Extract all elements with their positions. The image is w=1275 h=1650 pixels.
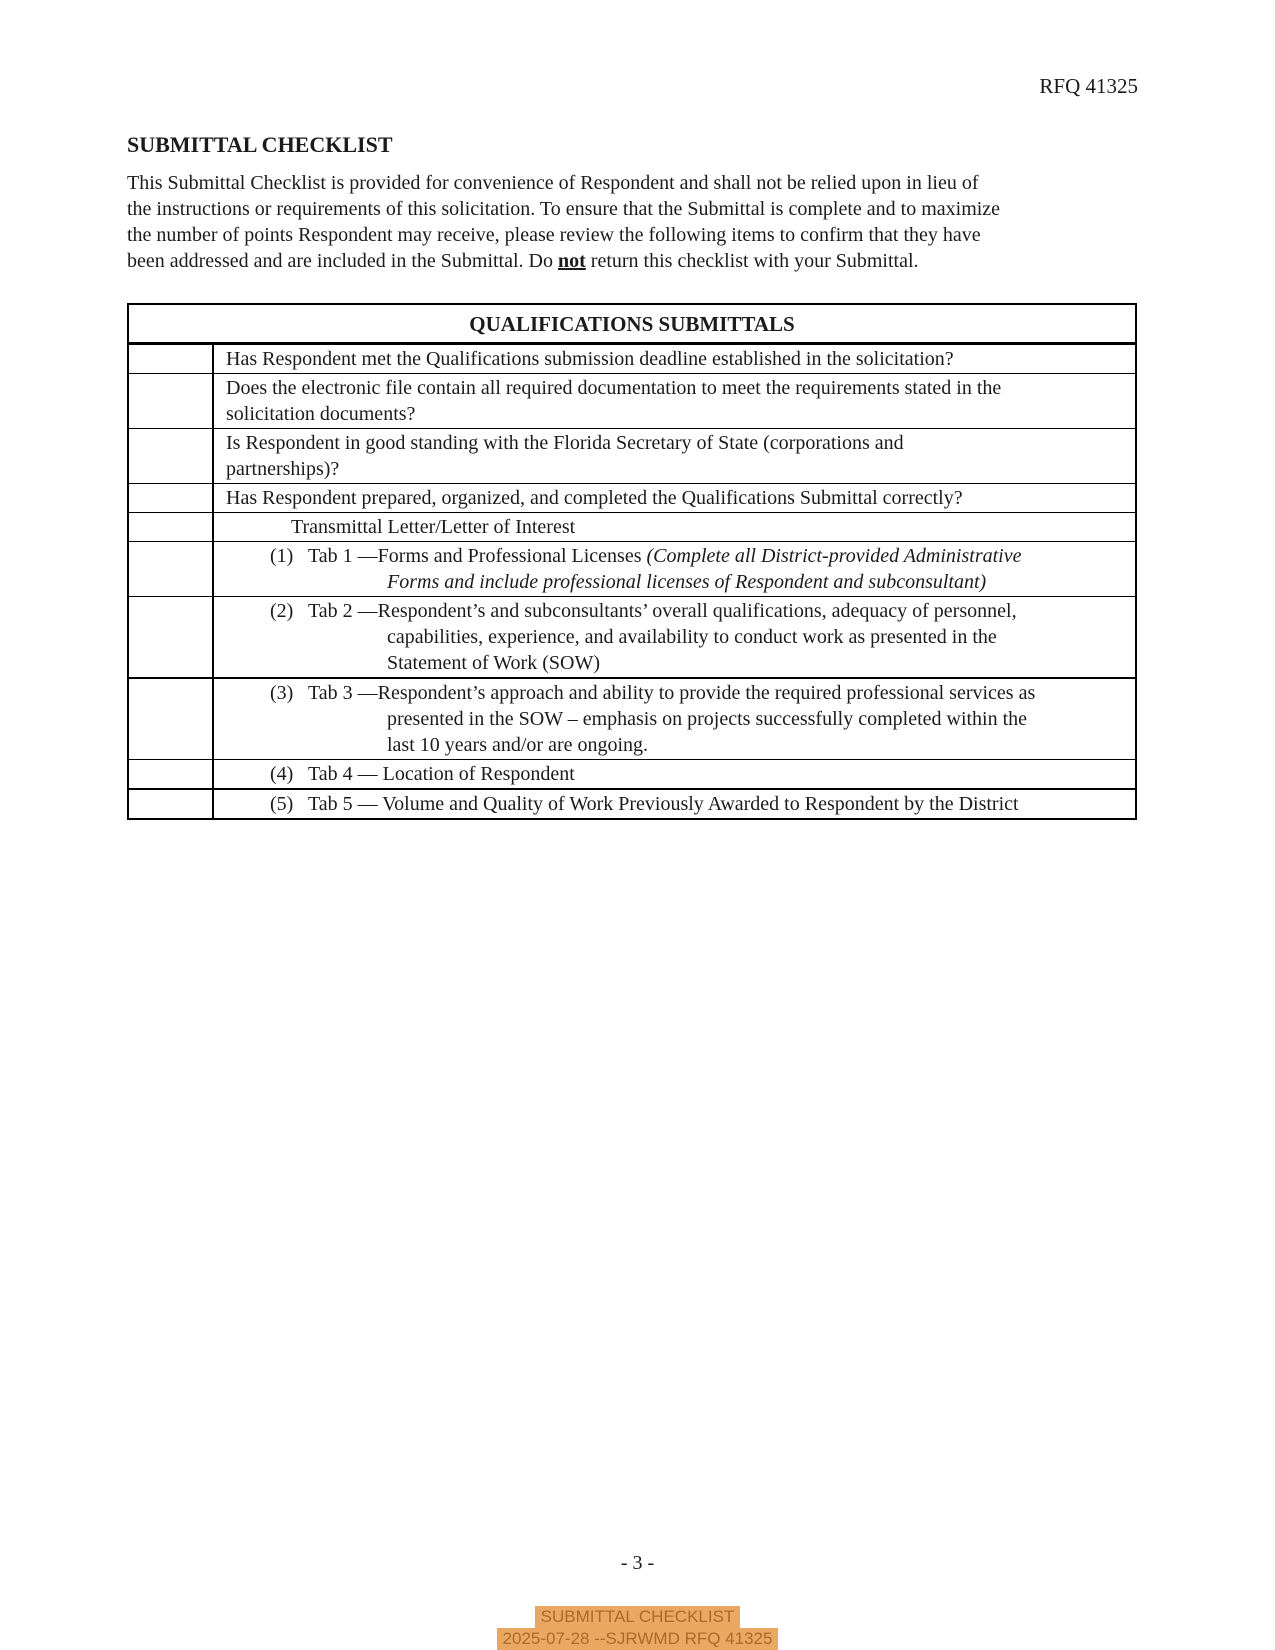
item-line	[226, 346, 1127, 372]
item-line	[226, 401, 1127, 427]
text-segment: This Submittal Checklist is provided for convenience of Respondent and shall not be relied upon in lieu of	[127, 172, 979, 194]
table-row	[128, 542, 1136, 597]
stamp-row	[0, 1606, 1275, 1628]
text-segment: the number of points Respondent may receive, please review the following items to confirm that they have	[127, 224, 981, 246]
text-segment: Does the electronic file contain all required documentation to meet the requirements stated in the	[226, 377, 1002, 399]
text-segment: Statement of Work (SOW)	[387, 652, 600, 674]
item-line	[226, 543, 1127, 569]
item-line	[226, 761, 1127, 787]
item-line	[226, 375, 1127, 401]
checkbox-cell	[128, 542, 213, 597]
item-line	[226, 650, 1127, 676]
text-segment: partnerships)?	[226, 458, 340, 480]
text-segment: return this checklist with your Submittal.	[585, 250, 919, 272]
checkbox-cell	[128, 374, 213, 429]
text-segment: Has Respondent prepared, organized, and completed the Qualifications Submittal correctly?	[226, 487, 963, 509]
item-line	[226, 569, 1127, 595]
table-row	[128, 374, 1136, 429]
text-segment: the instructions or requirements of this solicitation. To ensure that the Submittal is complete and to maximize	[127, 198, 1001, 220]
checkbox-cell	[128, 760, 213, 790]
qualifications-table	[127, 303, 1137, 820]
page-title: SUBMITTAL CHECKLIST	[127, 132, 393, 157]
checklist-item-text	[213, 789, 1136, 819]
text-segment: (5) Tab 5 — Volume and Quality of Work Previously Awarded to Respondent by the District	[270, 793, 1019, 815]
item-line	[226, 706, 1127, 732]
text-segment: Is Respondent in good standing with the Florida Secretary of State (corporations and	[226, 432, 904, 454]
stamp-line-2: 2025-07-28 --SJRWMD RFQ 41325	[497, 1628, 779, 1650]
paragraph-line	[127, 196, 1139, 222]
table-row	[128, 760, 1136, 790]
paragraph-line	[127, 222, 1139, 248]
text-segment: last 10 years and/or are ongoing.	[387, 734, 649, 756]
text-segment: (3) Tab 3 —Respondent’s approach and ability to provide the required professional services as	[270, 682, 1036, 704]
table-row	[128, 484, 1136, 513]
text-segment: not	[558, 250, 586, 272]
item-line	[226, 791, 1127, 817]
checklist-item-text	[213, 513, 1136, 542]
item-line	[226, 680, 1127, 706]
text-segment: capabilities, experience, and availability to conduct work as presented in the	[387, 626, 997, 648]
table-row	[128, 678, 1136, 760]
checklist-item-text	[213, 678, 1136, 760]
checkbox-cell	[128, 789, 213, 819]
checkbox-cell	[128, 513, 213, 542]
checkbox-cell	[128, 678, 213, 760]
document-ref: RFQ 41325	[1039, 74, 1138, 98]
text-segment: (4) Tab 4 — Location of Respondent	[270, 763, 575, 785]
text-segment: been addressed and are included in the Submittal. Do	[127, 250, 558, 272]
checklist-item-text	[213, 344, 1136, 374]
checkbox-cell	[128, 344, 213, 374]
item-line	[226, 732, 1127, 758]
stamp-row	[0, 1628, 1275, 1650]
text-segment: (Complete all District-provided Administrative	[646, 545, 1022, 567]
checklist-item-text	[213, 484, 1136, 513]
checkbox-cell	[128, 484, 213, 513]
checklist-item-text	[213, 542, 1136, 597]
checklist-item-text	[213, 597, 1136, 679]
table-row	[128, 344, 1136, 374]
table-row	[128, 597, 1136, 679]
text-segment: solicitation documents?	[226, 403, 416, 425]
item-line	[226, 430, 1127, 456]
checkbox-cell	[128, 429, 213, 484]
item-line	[226, 624, 1127, 650]
intro-paragraph	[127, 170, 1139, 274]
item-line	[226, 485, 1127, 511]
text-segment: presented in the SOW – emphasis on projects successfully completed within the	[387, 708, 1028, 730]
text-segment: (2) Tab 2 —Respondent’s and subconsultants’ overall qualifications, adequacy of personnel,	[270, 600, 1017, 622]
table-row	[128, 429, 1136, 484]
table-row	[128, 513, 1136, 542]
checklist-item-text	[213, 760, 1136, 790]
page-number: - 3 -	[620, 1552, 655, 1574]
checklist-item-text	[213, 429, 1136, 484]
checkbox-cell	[128, 597, 213, 679]
footer-stamp	[0, 1606, 1275, 1650]
table-header-row	[128, 304, 1136, 344]
item-line	[226, 514, 1127, 540]
paragraph-line	[127, 170, 1139, 196]
text-segment: Has Respondent met the Qualifications submission deadline established in the solicitation?	[226, 348, 954, 370]
paragraph-line	[127, 248, 1139, 274]
item-line	[226, 456, 1127, 482]
text-segment: Forms and include professional licenses of Respondent and subconsultant)	[387, 571, 987, 593]
stamp-line-1: SUBMITTAL CHECKLIST	[535, 1606, 741, 1628]
checklist-item-text	[213, 374, 1136, 429]
text-segment: (1) Tab 1 —Forms and Professional Licenses	[270, 545, 647, 567]
checklist-rows	[128, 344, 1136, 820]
text-segment: Transmittal Letter/Letter of Interest	[291, 516, 576, 538]
table-row	[128, 789, 1136, 819]
item-line	[226, 598, 1127, 624]
table-title: QUALIFICATIONS SUBMITTALS	[128, 304, 1136, 344]
